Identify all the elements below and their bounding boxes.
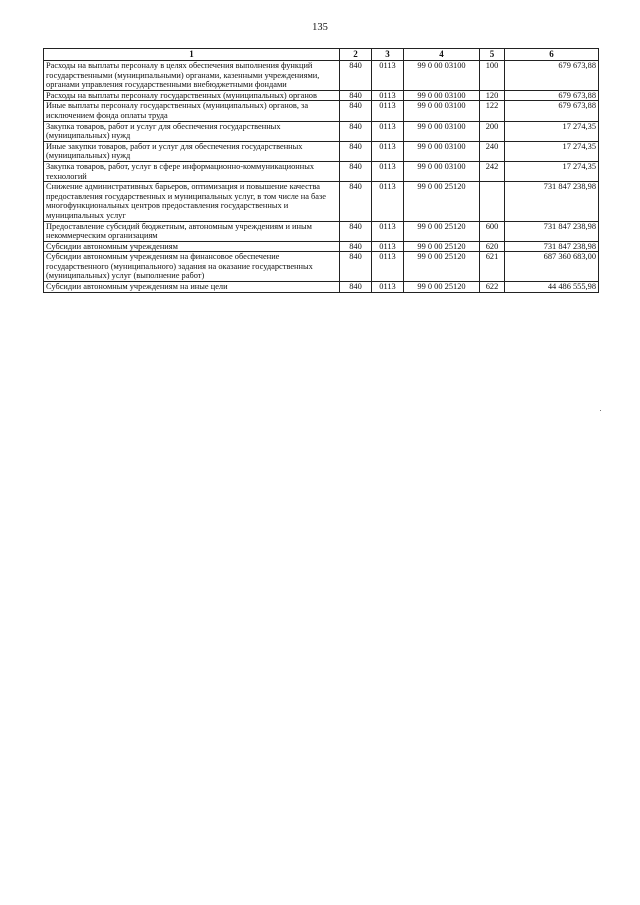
ministry-code-cell: 840 xyxy=(340,221,372,241)
amount-cell: 17 274,35 xyxy=(505,161,599,181)
target-article-cell: 99 0 00 25120 xyxy=(404,252,480,282)
expense-name-cell: Закупка товаров, работ, услуг в сфере информационно-коммуникационных технологий xyxy=(44,161,340,181)
expense-type-cell: 120 xyxy=(480,90,505,101)
table-row xyxy=(44,101,599,121)
ministry-code-cell: 840 xyxy=(340,141,372,161)
amount-cell: 731 847 238,98 xyxy=(505,241,599,252)
scan-speck xyxy=(600,410,601,411)
section-code-cell: 0113 xyxy=(372,221,404,241)
expense-type-cell: 621 xyxy=(480,252,505,282)
table-header-row xyxy=(44,49,599,61)
column-header: 2 xyxy=(340,49,372,61)
target-article-cell: 99 0 00 03100 xyxy=(404,141,480,161)
section-code-cell: 0113 xyxy=(372,61,404,91)
expense-type-cell: 242 xyxy=(480,161,505,181)
table-row xyxy=(44,61,599,91)
ministry-code-cell: 840 xyxy=(340,121,372,141)
ministry-code-cell: 840 xyxy=(340,90,372,101)
table-row xyxy=(44,252,599,282)
section-code-cell: 0113 xyxy=(372,121,404,141)
section-code-cell: 0113 xyxy=(372,141,404,161)
table-row xyxy=(44,161,599,181)
amount-cell: 687 360 683,00 xyxy=(505,252,599,282)
expense-name-cell: Закупка товаров, работ и услуг для обеспечения государственных (муниципальных) нужд xyxy=(44,121,340,141)
expense-name-cell: Субсидии автономным учреждениям на финансовое обеспечение государственного (муниципального) задания на оказание государственных (муниципальных) услуг (выполнение работ) xyxy=(44,252,340,282)
section-code-cell: 0113 xyxy=(372,252,404,282)
expense-type-cell: 620 xyxy=(480,241,505,252)
expense-name-cell: Субсидии автономным учреждениям на иные цели xyxy=(44,282,340,293)
ministry-code-cell: 840 xyxy=(340,241,372,252)
column-header: 6 xyxy=(505,49,599,61)
ministry-code-cell: 840 xyxy=(340,161,372,181)
expense-type-cell xyxy=(480,182,505,221)
expense-name-cell: Иные закупки товаров, работ и услуг для обеспечения государственных (муниципальных) нужд xyxy=(44,141,340,161)
expense-type-cell: 240 xyxy=(480,141,505,161)
amount-cell: 17 274,35 xyxy=(505,141,599,161)
expense-name-cell: Снижение административных барьеров, оптимизация и повышение качества предоставления государственных и муниципальных услуг, в том числе на базе многофункциональных центров предоставления государственных и муниципальных услуг xyxy=(44,182,340,221)
expense-type-cell: 200 xyxy=(480,121,505,141)
expense-name-cell: Иные выплаты персоналу государственных (муниципальных) органов, за исключением фонда оплаты труда xyxy=(44,101,340,121)
expense-type-cell: 100 xyxy=(480,61,505,91)
page-number: 135 xyxy=(312,22,328,33)
expense-name-cell: Предоставление субсидий бюджетным, автономным учреждениям и иным некоммерческим организациям xyxy=(44,221,340,241)
column-header: 1 xyxy=(44,49,340,61)
amount-cell: 44 486 555,98 xyxy=(505,282,599,293)
table-row xyxy=(44,182,599,221)
table-row xyxy=(44,121,599,141)
column-header: 3 xyxy=(372,49,404,61)
section-code-cell: 0113 xyxy=(372,282,404,293)
ministry-code-cell: 840 xyxy=(340,282,372,293)
table-row xyxy=(44,90,599,101)
section-code-cell: 0113 xyxy=(372,90,404,101)
target-article-cell: 99 0 00 25120 xyxy=(404,241,480,252)
section-code-cell: 0113 xyxy=(372,182,404,221)
expense-name-cell: Субсидии автономным учреждениям xyxy=(44,241,340,252)
target-article-cell: 99 0 00 03100 xyxy=(404,121,480,141)
ministry-code-cell: 840 xyxy=(340,61,372,91)
target-article-cell: 99 0 00 03100 xyxy=(404,101,480,121)
section-code-cell: 0113 xyxy=(372,241,404,252)
amount-cell: 679 673,88 xyxy=(505,61,599,91)
budget-table xyxy=(43,48,599,293)
expense-type-cell: 122 xyxy=(480,101,505,121)
ministry-code-cell: 840 xyxy=(340,182,372,221)
column-header: 5 xyxy=(480,49,505,61)
target-article-cell: 99 0 00 03100 xyxy=(404,61,480,91)
target-article-cell: 99 0 00 25120 xyxy=(404,221,480,241)
amount-cell: 679 673,88 xyxy=(505,90,599,101)
column-header: 4 xyxy=(404,49,480,61)
table-row xyxy=(44,141,599,161)
target-article-cell: 99 0 00 25120 xyxy=(404,282,480,293)
expense-type-cell: 622 xyxy=(480,282,505,293)
amount-cell: 731 847 238,98 xyxy=(505,221,599,241)
expense-name-cell: Расходы на выплаты персоналу государственных (муниципальных) органов xyxy=(44,90,340,101)
section-code-cell: 0113 xyxy=(372,161,404,181)
ministry-code-cell: 840 xyxy=(340,101,372,121)
target-article-cell: 99 0 00 03100 xyxy=(404,161,480,181)
expense-type-cell: 600 xyxy=(480,221,505,241)
amount-cell: 731 847 238,98 xyxy=(505,182,599,221)
table-row xyxy=(44,282,599,293)
ministry-code-cell: 840 xyxy=(340,252,372,282)
target-article-cell: 99 0 00 25120 xyxy=(404,182,480,221)
table-row xyxy=(44,241,599,252)
target-article-cell: 99 0 00 03100 xyxy=(404,90,480,101)
table-row xyxy=(44,221,599,241)
expense-name-cell: Расходы на выплаты персоналу в целях обеспечения выполнения функций государственными (муниципальными) органами, казенными учреждениями, органами управления государственными внебюджетными фондами xyxy=(44,61,340,91)
amount-cell: 679 673,88 xyxy=(505,101,599,121)
amount-cell: 17 274,35 xyxy=(505,121,599,141)
section-code-cell: 0113 xyxy=(372,101,404,121)
